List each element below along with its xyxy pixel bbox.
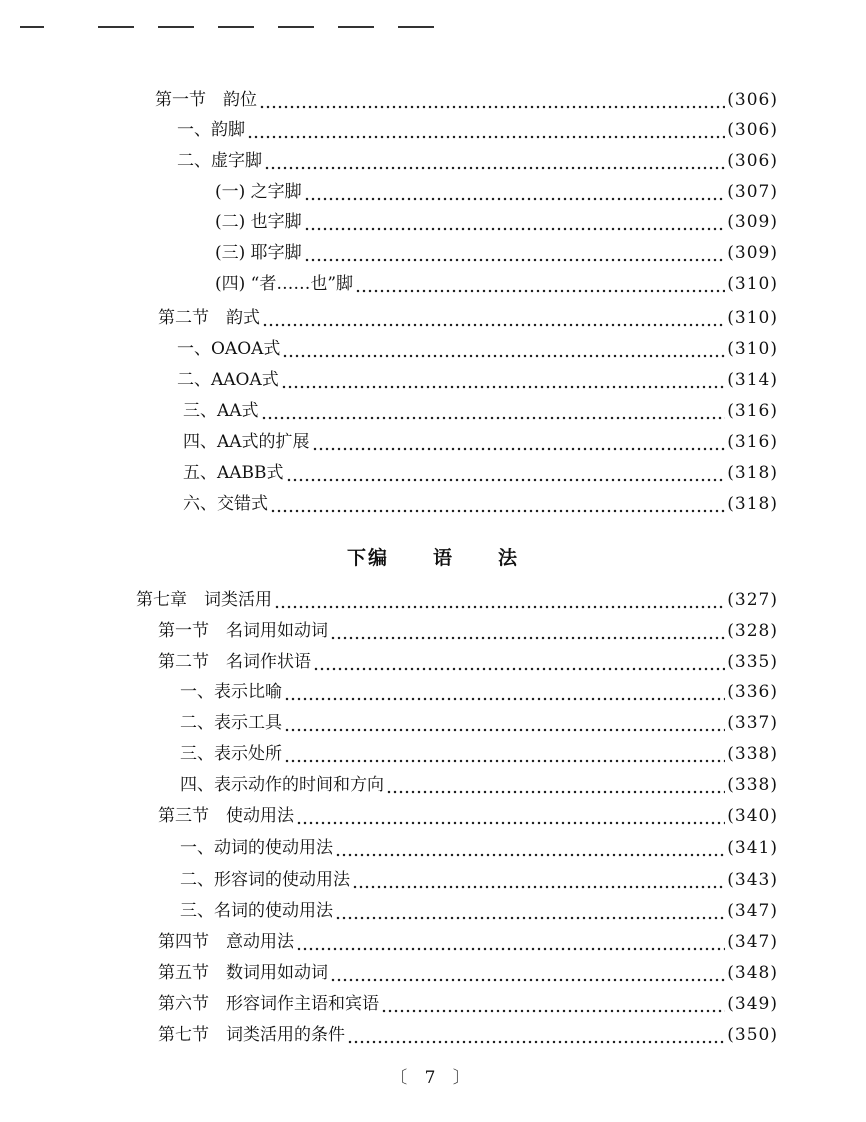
dot-leader (296, 928, 725, 956)
toc-entry-label: 四、AA式的扩展 (183, 432, 310, 452)
toc-entry-page: (350) (727, 1025, 778, 1045)
toc-entry-label: 五、AABB式 (183, 463, 284, 483)
dot-leader (284, 740, 725, 768)
toc-entry-page: (318) (727, 494, 778, 514)
toc-entry (180, 740, 778, 768)
dot-leader (296, 802, 725, 830)
toc-entry-label: (二) 也字脚 (215, 212, 302, 232)
toc-entry-label: 第四节 意动用法 (158, 932, 294, 952)
toc-entry-label: 第五节 数词用如动词 (158, 963, 328, 983)
toc-entry-page: (316) (727, 401, 778, 421)
toc-entry-label: 第六节 形容词作主语和宾语 (158, 994, 379, 1014)
dot-leader (259, 86, 725, 114)
dot-leader (261, 397, 726, 425)
toc-entry-page: (309) (727, 243, 778, 263)
toc-entry-page: (310) (727, 274, 778, 294)
toc-entry-label: (一) 之字脚 (215, 182, 302, 202)
toc-entry-label: (三) 耶字脚 (215, 243, 302, 263)
toc-entry-label: 六、交错式 (183, 494, 268, 514)
dot-leader (282, 335, 725, 363)
toc-entry-page: (306) (727, 151, 778, 171)
toc-entry (177, 147, 778, 175)
toc-entry (183, 490, 778, 518)
toc-entry-page: (335) (727, 652, 778, 672)
toc-entry-page: (306) (727, 90, 778, 110)
toc-entry-page: (347) (727, 901, 778, 921)
toc-entry-label: 第三节 使动用法 (158, 806, 294, 826)
toc-entry-page: (348) (727, 963, 778, 983)
toc-entry-page: (340) (727, 806, 778, 826)
toc-entry-label: 一、动词的使动用法 (180, 838, 333, 858)
toc-entry-page: (306) (727, 120, 778, 140)
toc-entry (158, 648, 778, 676)
toc-entry-page: (314) (727, 370, 778, 390)
toc-entry-label: 三、表示处所 (180, 744, 282, 764)
toc-entry-page: (327) (727, 590, 778, 610)
dot-leader (262, 304, 725, 332)
toc-entry-label: 一、表示比喻 (180, 682, 282, 702)
toc-entry (215, 208, 778, 236)
dot-leader (247, 116, 725, 144)
dot-leader (355, 270, 725, 298)
toc-entry-page: (328) (727, 621, 778, 641)
dot-leader (381, 990, 725, 1018)
dot-leader (330, 959, 725, 987)
dot-leader (312, 428, 726, 456)
toc-entry (177, 335, 778, 363)
toc-entry-page: (337) (727, 713, 778, 733)
dot-leader (347, 1021, 725, 1049)
toc-entry-page: (349) (727, 994, 778, 1014)
toc-entry (183, 428, 778, 456)
toc-entry (180, 678, 778, 706)
toc-entry-page: (310) (727, 308, 778, 328)
page-number: 〔 7 〕 (390, 1068, 476, 1088)
dot-leader (274, 586, 725, 614)
toc-entry-page: (343) (727, 870, 778, 890)
toc-entry-page: (309) (727, 212, 778, 232)
toc-entry-label: 一、OAOA式 (177, 339, 281, 359)
toc-entry-page: (318) (727, 463, 778, 483)
toc-entry-label: 二、AAOA式 (177, 370, 279, 390)
toc-entry-page: (341) (727, 838, 778, 858)
toc-entry-label: 二、形容词的使动用法 (180, 870, 350, 890)
dot-leader (304, 178, 726, 206)
toc-entry (180, 866, 778, 894)
dot-leader (264, 147, 725, 175)
dot-leader (270, 490, 725, 518)
toc-entry-label: 二、表示工具 (180, 713, 282, 733)
toc-entry (158, 959, 778, 987)
toc-entry-page: (338) (727, 744, 778, 764)
toc-entry (158, 617, 778, 645)
toc-entry-page: (336) (727, 682, 778, 702)
toc-entry-label: 三、AA式 (183, 401, 259, 421)
toc-entry (215, 270, 778, 298)
dot-leader (304, 239, 726, 267)
toc-entry-label: 三、名词的使动用法 (180, 901, 333, 921)
dot-leader (304, 208, 726, 236)
toc-entry (136, 586, 778, 614)
toc-entry (180, 834, 778, 862)
toc-entry-page: (316) (727, 432, 778, 452)
toc-entry-label: 第七节 词类活用的条件 (158, 1025, 345, 1045)
toc-entry (177, 366, 778, 394)
toc-entry-page: (307) (727, 182, 778, 202)
toc-entry-page: (310) (727, 339, 778, 359)
toc-entry-page: (347) (727, 932, 778, 952)
toc-entry-label: (四) “者……也”脚 (215, 274, 354, 294)
toc-entry-label: 第七章 词类活用 (136, 590, 272, 610)
dot-leader (335, 897, 725, 925)
toc-entry-label: 第二节 韵式 (158, 308, 260, 328)
dot-leader (284, 709, 725, 737)
toc-entry-label: 一、韵脚 (177, 120, 245, 140)
toc-entry (183, 459, 778, 487)
toc-entry (183, 397, 778, 425)
dot-leader (335, 834, 725, 862)
toc-entry (180, 709, 778, 737)
toc-entry (180, 897, 778, 925)
dot-leader (330, 617, 725, 645)
toc-entry-label: 第二节 名词作状语 (158, 652, 311, 672)
toc-entry (158, 802, 778, 830)
part-heading: 下编 语 法 (346, 547, 520, 569)
dot-leader (284, 678, 725, 706)
dot-leader (281, 366, 726, 394)
dot-leader (286, 459, 726, 487)
toc-entry (158, 1021, 778, 1049)
toc-entry (215, 239, 778, 267)
toc-entry (158, 990, 778, 1018)
toc-entry (155, 86, 778, 114)
dot-leader (313, 648, 725, 676)
toc-entry (215, 178, 778, 206)
toc-entry (177, 116, 778, 144)
toc-entry (180, 771, 778, 799)
toc-entry (158, 304, 778, 332)
dot-leader (352, 866, 725, 894)
toc-entry-label: 第一节 名词用如动词 (158, 621, 328, 641)
toc-entry-page: (338) (727, 775, 778, 795)
toc-entry-label: 四、表示动作的时间和方向 (180, 775, 384, 795)
toc-entry (158, 928, 778, 956)
dot-leader (386, 771, 725, 799)
toc-entry-label: 二、虚字脚 (177, 151, 262, 171)
toc-entry-label: 第一节 韵位 (155, 90, 257, 110)
